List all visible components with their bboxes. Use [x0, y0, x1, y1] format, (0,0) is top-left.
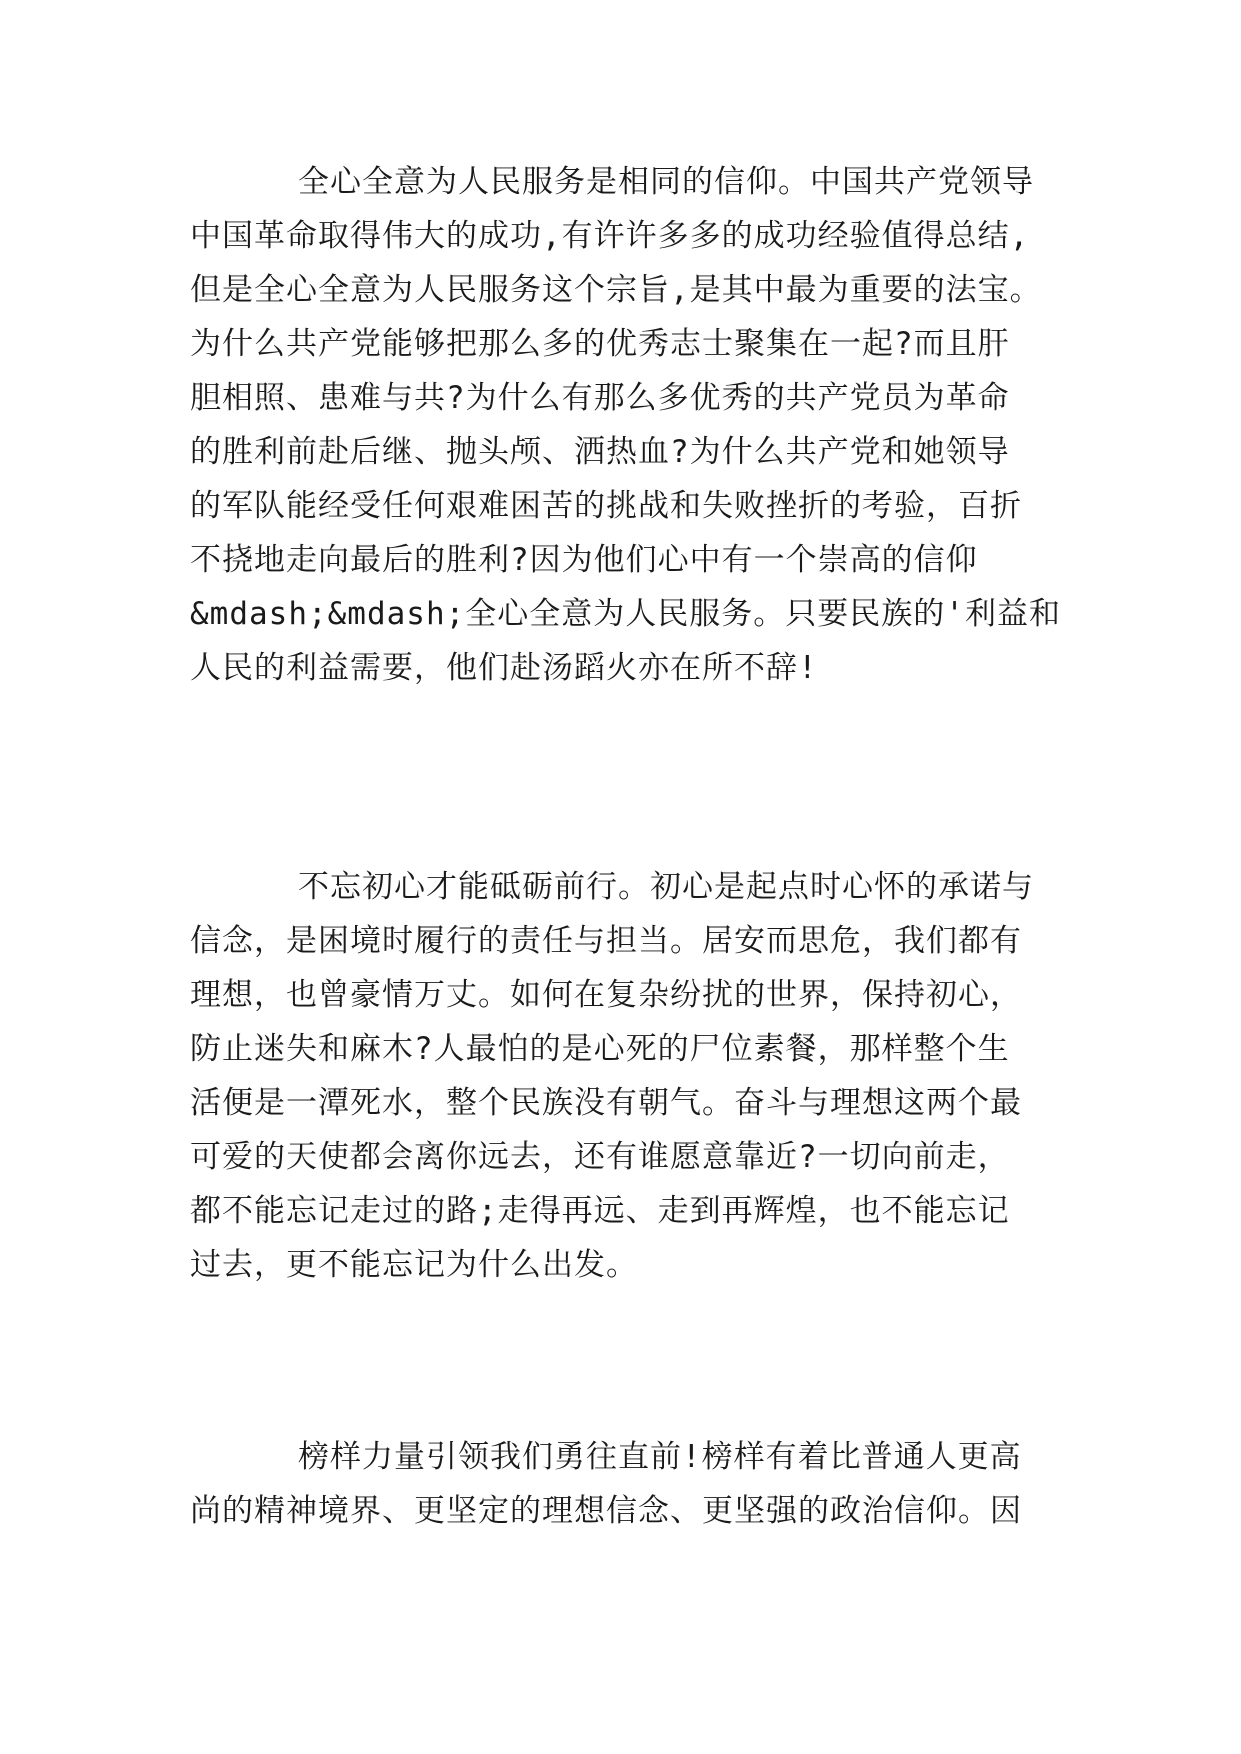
text-line: 防止迷失和麻木?人最怕的是心死的尸位素餐，那样整个生: [190, 1031, 1010, 1067]
text-line: 的胜利前赴后继、抛头颅、洒热血?为什么共产党和她领导: [190, 434, 1010, 470]
text-line: 榜样力量引领我们勇往直前!榜样有着比普通人更高: [298, 1439, 1022, 1475]
text-line: 信念，是困境时履行的责任与担当。居安而思危，我们都有: [190, 923, 1022, 959]
text-line: 可爱的天使都会离你远去，还有谁愿意靠近?一切向前走，: [190, 1139, 1010, 1175]
text-line: &mdash;&mdash;全心全意为人民服务。只要民族的'利益和: [190, 596, 1061, 632]
paragraph-1: [190, 155, 1090, 695]
text-line: 中国革命取得伟大的成功,有许许多多的成功经验值得总结,: [190, 218, 1030, 254]
text-line: 的军队能经受任何艰难困苦的挑战和失败挫折的考验，百折: [190, 488, 1022, 524]
text-line: 不忘初心才能砥砺前行。初心是起点时心怀的承诺与: [298, 869, 1034, 905]
text-line: 活便是一潭死水，整个民族没有朝气。奋斗与理想这两个最: [190, 1085, 1022, 1121]
text-line: 不挠地走向最后的胜利?因为他们心中有一个崇高的信仰: [190, 542, 978, 578]
text-line: 人民的利益需要，他们赴汤蹈火亦在所不辞!: [190, 650, 818, 686]
paragraph-2: [190, 860, 1090, 1292]
text-line: 为什么共产党能够把那么多的优秀志士聚集在一起?而且肝: [190, 326, 1010, 362]
text-line: 尚的精神境界、更坚定的理想信念、更坚强的政治信仰。因: [190, 1493, 1022, 1529]
text-line: 但是全心全意为人民服务这个宗旨,是其中最为重要的法宝。: [190, 272, 1042, 308]
text-line: 过去，更不能忘记为什么出发。: [190, 1247, 638, 1283]
text-line: 胆相照、患难与共?为什么有那么多优秀的共产党员为革命: [190, 380, 1010, 416]
text-line: 全心全意为人民服务是相同的信仰。中国共产党领导: [298, 164, 1034, 200]
paragraph-3: [190, 1430, 1090, 1538]
text-line: 理想，也曾豪情万丈。如何在复杂纷扰的世界，保持初心，: [190, 977, 1022, 1013]
text-line: 都不能忘记走过的路;走得再远、走到再辉煌，也不能忘记: [190, 1193, 1010, 1229]
